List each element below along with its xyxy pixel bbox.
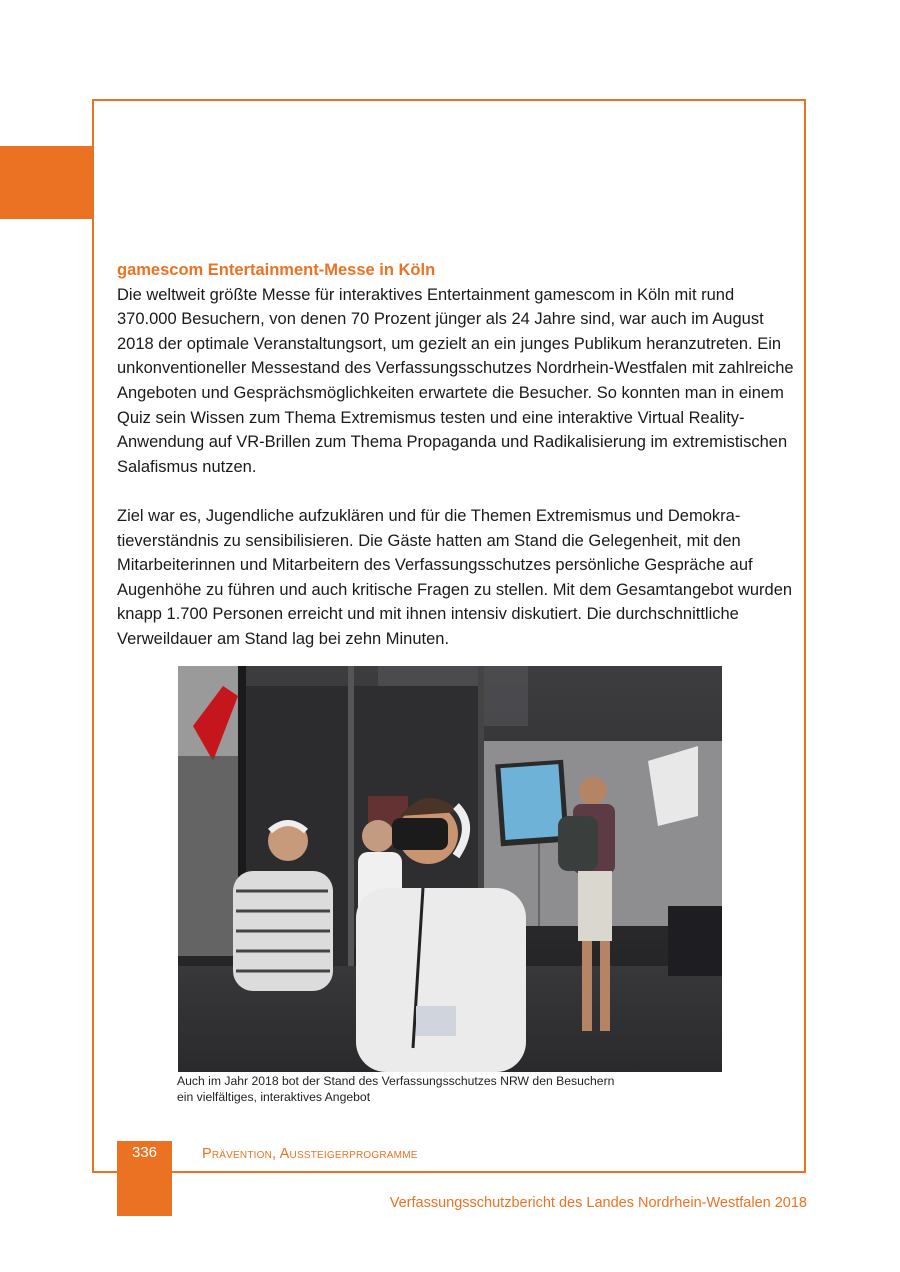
article-paragraph-2: Ziel war es, Jugendliche aufzuklären und für die Themen Extremismus und Demokratieverständnis zu sensibilisieren. Die Gäste hatten am Stand die Gelegenheit, mit den Mitarbeiterinnen und Mitarbeitern des Verfassungsschutzes persönliche Gespräche auf Augenhöhe zu führen und auch kritische Fragen zu stellen. Mit dem Gesamtangebot wurden knapp 1.700 Personen erreicht und mit ihnen intensiv diskutiert. Die durchschnittliche Verweildauer am Stand lag bei zehn Minuten.: [117, 506, 793, 648]
chapter-tab-marker: [0, 146, 92, 219]
article: [117, 258, 797, 652]
footer-report-title: Verfassungsschutzbericht des Landes Nordrhein-Westfalen 2018: [389, 1195, 807, 1211]
photo-illustration: [178, 666, 722, 1072]
article-heading: gamescom Entertainment-Messe in Köln: [117, 261, 436, 279]
photo-vr-booth: [178, 666, 722, 1072]
caption-line-2: ein vielfältiges, interaktives Angebot: [177, 1089, 371, 1104]
article-paragraph-1: Die weltweit größte Messe für interaktives Entertainment gamescom in Köln mit rund 370.000 Besuchern, von denen 70 Prozent jünger als 24 Jahre sind, war auch im August 2018 der optimale Veranstaltungsort, um gezielt an ein junges Publikum heranzutreten. Ein unkonventioneller Messestand des Verfassungsschutzes Nordrhein-Westfalen mit zahlreiche Angeboten und Gesprächsmöglichkeiten erwartete die Besucher. So konnten man in einem Quiz sein Wissen zum Thema Extremismus testen und eine interaktive Virtual Reality-Anwendung auf VR-Brillen zum Thema Propaganda und Radikalisierung im extremistischen Salafismus nutzen.: [117, 285, 794, 476]
caption-line-1: Auch im Jahr 2018 bot der Stand des Verfassungsschutzes NRW den Besuchern: [177, 1074, 615, 1088]
page-number: 336: [131, 1144, 158, 1161]
figure-caption: [177, 1074, 737, 1105]
running-section-title: Prävention, Aussteigerprogramme: [202, 1146, 418, 1162]
